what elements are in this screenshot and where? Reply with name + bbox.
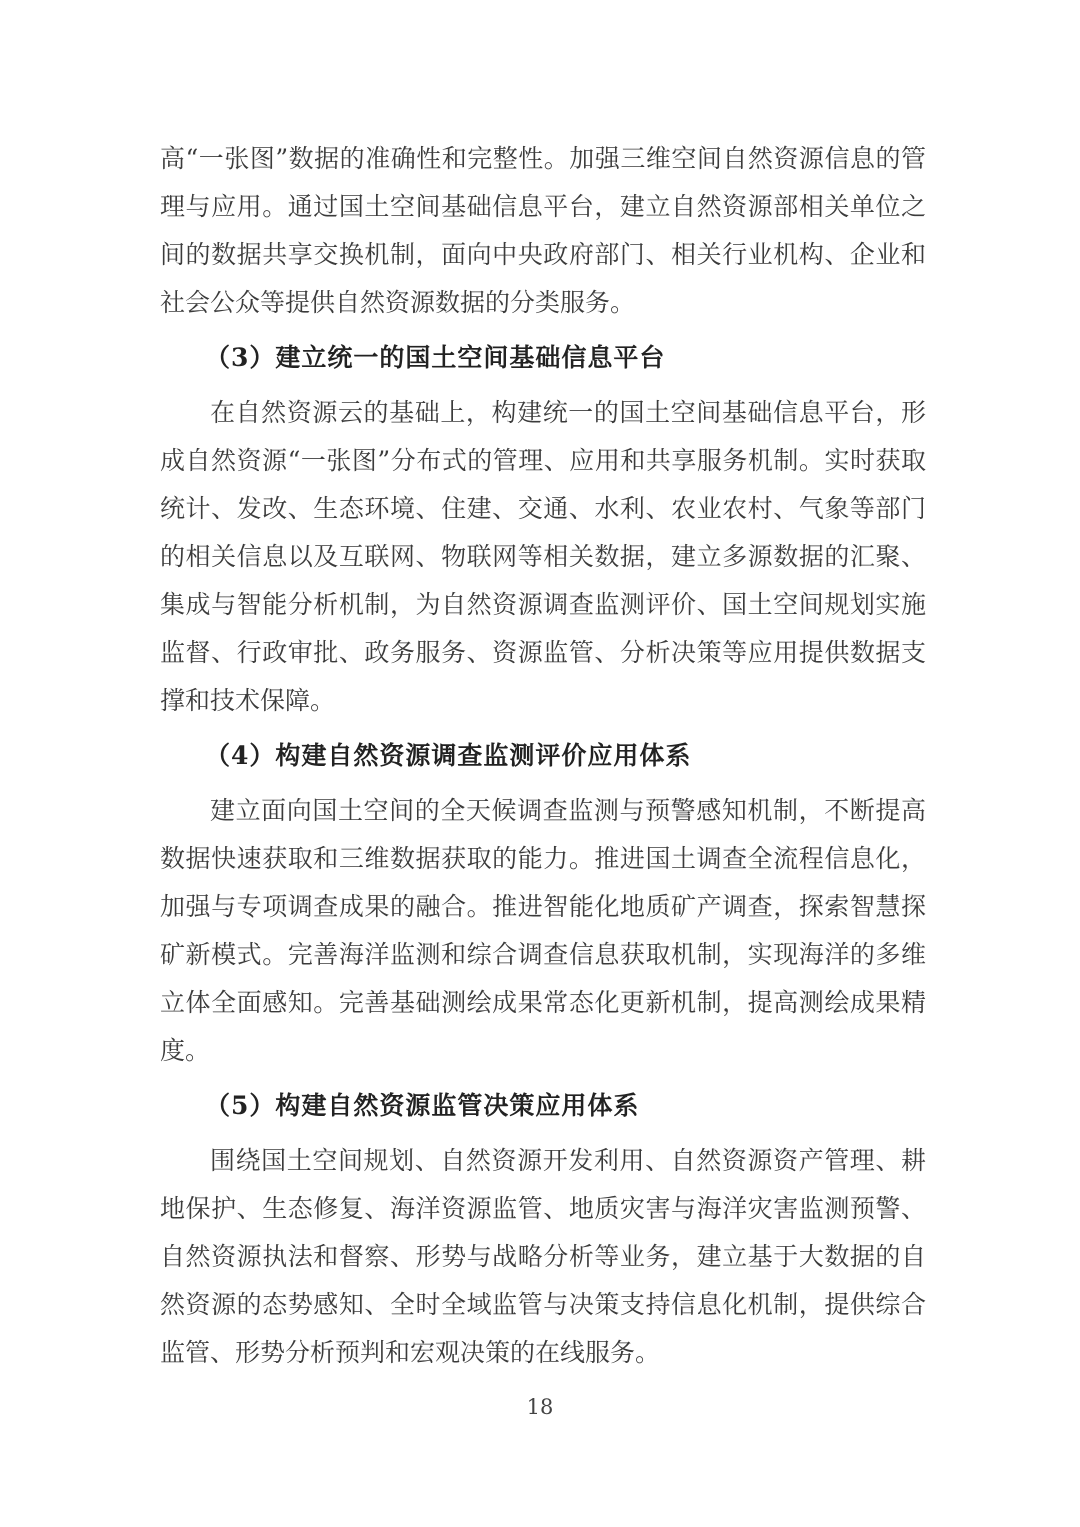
page-content <box>160 135 926 1377</box>
page-number: 18 <box>526 1395 554 1419</box>
paragraph-section-4: 建立面向国土空间的全天候调查监测与预警感知机制，不断提高数据快速获取和三维数据获取的能力。推进国土调查全流程信息化，加强与专项调查成果的融合。推进智能化地质矿产调查，探索智慧探矿新模式。完善海洋监测和综合调查信息获取机制，实现海洋的多维立体全面感知。完善基础测绘成果常态化更新机制，提高测绘成果精度。 <box>160 796 926 1065</box>
section-heading-5: （5）构建自然资源监管决策应用体系 <box>205 1091 640 1120</box>
section-heading-4: （4）构建自然资源调查监测评价应用体系 <box>205 741 692 770</box>
paragraph-section-3: 在自然资源云的基础上，构建统一的国土空间基础信息平台，形成自然资源“一张图”分布式的管理、应用和共享服务机制。实时获取统计、发改、生态环境、住建、交通、水利、农业农村、气象等部门的相关信息以及互联网、物联网等相关数据，建立多源数据的汇聚、集成与智能分析机制，为自然资源调查监测评价、国土空间规划实施监督、行政审批、政务服务、资源监管、分析决策等应用提供数据支撑和技术保障。 <box>160 398 926 715</box>
paragraph-section-5: 围绕国土空间规划、自然资源开发利用、自然资源资产管理、耕地保护、生态修复、海洋资源监管、地质灾害与海洋灾害监测预警、自然资源执法和督察、形势与战略分析等业务，建立基于大数据的自然资源的态势感知、全时全域监管与决策支持信息化机制，提供综合监管、形势分析预判和宏观决策的在线服务。 <box>160 1146 926 1367</box>
paragraph-continuation: 高“一张图”数据的准确性和完整性。加强三维空间自然资源信息的管理与应用。通过国土空间基础信息平台，建立自然资源部相关单位之间的数据共享交换机制，面向中央政府部门、相关行业机构、企业和社会公众等提供自然资源数据的分类服务。 <box>160 144 926 317</box>
section-heading-3: （3）建立统一的国土空间基础信息平台 <box>205 343 666 372</box>
